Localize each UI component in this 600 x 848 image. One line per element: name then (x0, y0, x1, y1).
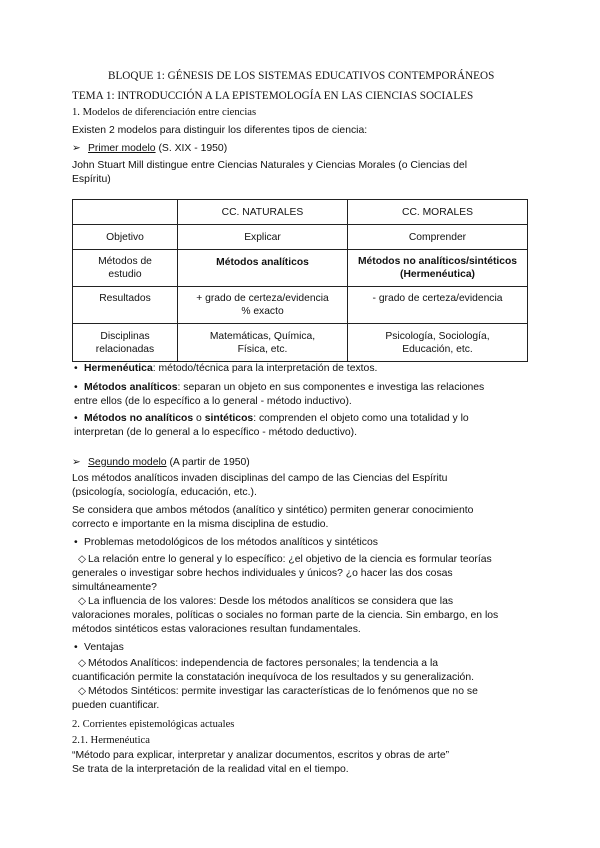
table-row (73, 287, 528, 324)
table-cell: Métodos no analíticos/sintéticos (Hermenéutica) (348, 250, 528, 287)
section2-subheading: 2.1. Hermenéutica (72, 735, 150, 746)
table-cell: + grado de certeza/evidencia % exacto (178, 287, 348, 324)
ventaja1-line1: ◇ Métodos Analíticos: independencia de factores personales; la tendencia a la (78, 658, 439, 669)
section2-heading: 2. Corrientes epistemológicas actuales (72, 719, 235, 730)
problem1-line2: generales o investigar sobre hechos individuales y únicos? ¿o hacer las dos cosas (72, 568, 453, 579)
comparison-table (72, 199, 528, 362)
hermeneutica-quote: “Método para explicar, interpretar y analizar documentos, escritos y obras de arte” (72, 750, 450, 761)
table-header-cell: CC. NATURALES (178, 200, 348, 225)
table-row-label: Objetivo (73, 225, 178, 250)
table-cell: Métodos analíticos (178, 250, 348, 287)
model2-p2-line2: correcto e importante en la misma disciplina de estudio. (72, 519, 329, 530)
model2-p1-line1: Los métodos analíticos invaden disciplinas del campo de las Ciencias del Espíritu (72, 473, 448, 484)
def-analiticos-line2: entre ellos (de lo específico a lo general - método inductivo). (74, 396, 352, 407)
table-row (73, 225, 528, 250)
tema-title: TEMA 1: INTRODUCCIÓN A LA EPISTEMOLOGÍA EN LAS CIENCIAS SOCIALES (72, 90, 474, 102)
diamond-icon: ◇ (78, 686, 86, 697)
table-cell: Matemáticas, Química, Física, etc. (178, 324, 348, 362)
ventaja2-line1: ◇ Métodos Sintéticos: permite investigar las características de lo fenómenos que no se (78, 686, 478, 697)
table-header-cell: CC. MORALES (348, 200, 528, 225)
problem2-line3: métodos sintéticos estas valoraciones resultan fundamentales. (72, 624, 361, 635)
def-no-analiticos-line2: interpretan (de lo general a lo específico - método deductivo). (74, 427, 358, 438)
table-cell: Psicología, Sociología, Educación, etc. (348, 324, 528, 362)
section1-heading: 1. Modelos de diferenciación entre ciencias (72, 107, 257, 118)
model2-p1-line2: (psicología, sociología, educación, etc.). (72, 487, 257, 498)
model2-heading (72, 456, 250, 470)
problem2-line2: valoraciones morales, políticas o sociales no forman parte de la ciencia. Sin embargo, en los (72, 610, 499, 621)
model2-title: Segundo modelo (88, 457, 167, 468)
bloque-title: BLOQUE 1: GÉNESIS DE LOS SISTEMAS EDUCATIVOS CONTEMPORÁNEOS (108, 70, 495, 82)
ventaja2-line2: pueden cuantificar. (72, 700, 160, 711)
table-header-cell (73, 200, 178, 225)
table-row-label: Disciplinas relacionadas (73, 324, 178, 362)
def-hermeneutica: • Hermenéutica: método/técnica para la interpretación de textos. (74, 363, 378, 374)
arrow-icon: ➢ (72, 143, 81, 154)
table-cell: Comprender (348, 225, 528, 250)
ventajas-heading: • Ventajas (74, 642, 124, 653)
arrow-icon: ➢ (72, 457, 81, 468)
diamond-icon: ◇ (78, 658, 86, 669)
diamond-icon: ◇ (78, 554, 86, 565)
model2-p2-line1: Se considera que ambos métodos (analítico y sintético) permiten generar conocimiento (72, 505, 474, 516)
problems-heading: • Problemas metodológicos de los métodos analíticos y sintéticos (74, 537, 378, 548)
model1-title: Primer modelo (88, 143, 156, 154)
table-cell: Explicar (178, 225, 348, 250)
table-row-label: Resultados (73, 287, 178, 324)
table-row-label: Métodos de estudio (73, 250, 178, 287)
problem1-line3: simultáneamente? (72, 582, 157, 593)
model1-text-line1: John Stuart Mill distingue entre Ciencias Naturales y Ciencias Morales (o Ciencias del (72, 160, 468, 171)
def-no-analiticos: • Métodos no analíticos o sintéticos: comprenden el objeto como una totalidad y lo (74, 413, 469, 424)
diamond-icon: ◇ (78, 596, 86, 607)
table-row (73, 324, 528, 362)
problem2-line1: ◇ La influencia de los valores: Desde los métodos analíticos se considera que las (78, 596, 454, 607)
table-cell: - grado de certeza/evidencia (348, 287, 528, 324)
section1-intro: Existen 2 modelos para distinguir los diferentes tipos de ciencia: (72, 125, 368, 136)
model1-heading (72, 142, 227, 156)
problem1-line1: ◇ La relación entre lo general y lo específico: ¿el objetivo de la ciencia es formular teorías (78, 554, 492, 565)
model2-years: (A partir de 1950) (166, 457, 250, 468)
table-row (73, 250, 528, 287)
ventaja1-line2: cuantificación permite la constatación inequívoca de los resultados y su generalización. (72, 672, 475, 683)
def-analiticos: • Métodos analíticos: separan un objeto en sus componentes e investiga las relaciones (74, 382, 485, 393)
table-header-row (73, 200, 528, 225)
model1-text-line2: Espíritu) (72, 174, 111, 185)
model1-years: (S. XIX - 1950) (155, 143, 228, 154)
hermeneutica-description: Se trata de la interpretación de la realidad vital en el tiempo. (72, 764, 349, 775)
